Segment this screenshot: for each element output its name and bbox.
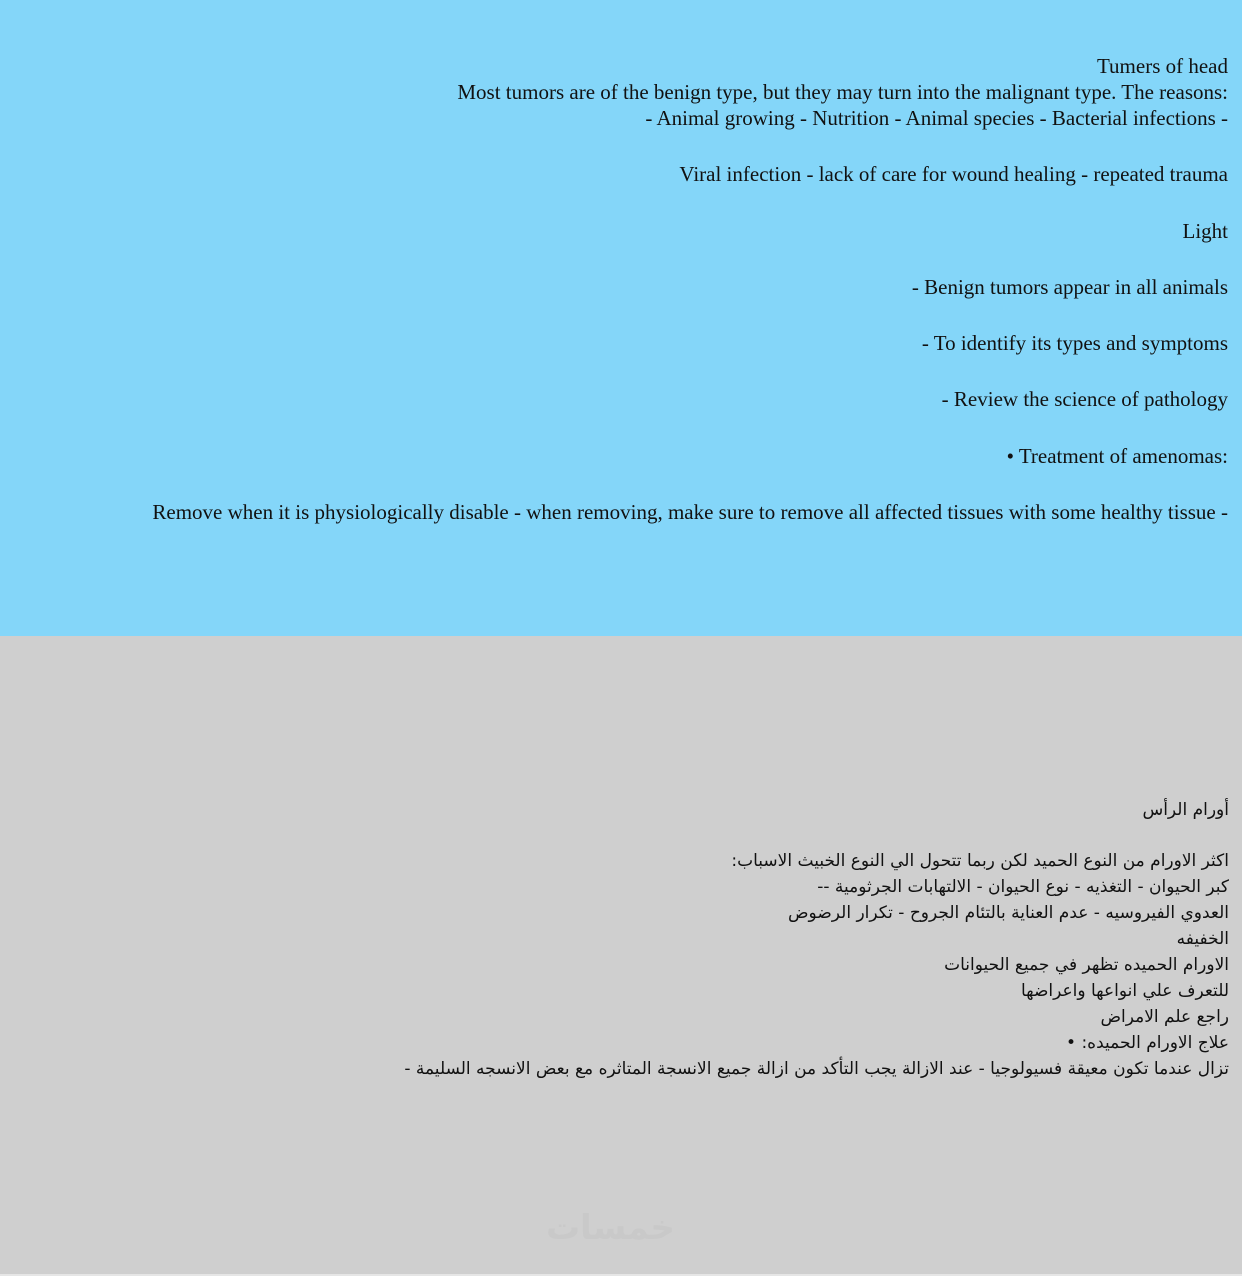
arabic-line-reasons-1: كبر الحيوان - التغذيه - نوع الحيوان - الالتهابات الجرثومية --	[817, 877, 1229, 897]
arabic-line-reasons-2: العدوي الفيروسيه - عدم العناية بالتئام الجروح - تكرار الرضوض	[788, 903, 1229, 923]
english-line-light: Light	[1182, 219, 1228, 243]
english-title: Tumers of head	[1096, 54, 1228, 78]
english-line-reasons-1: - Animal growing - Nutrition - Animal species - Bacterial infections -	[645, 106, 1228, 130]
arabic-line-treatment-detail: تزال عندما تكون معيقة فسيولوجيا - عند الازالة يجب التأكد من ازالة جميع الانسجة المتاثره مع بعض الانسجه السليمة -	[404, 1059, 1229, 1079]
english-line-treatment-detail: Remove when it is physiologically disable - when removing, make sure to remove all affected tissues with some healthy tissue -	[152, 500, 1228, 524]
arabic-title: أورام الرأس	[1142, 800, 1229, 820]
english-line-pathology: - Review the science of pathology	[941, 387, 1228, 411]
watermark-logo: خمسات	[546, 1208, 675, 1248]
english-panel	[0, 0, 1242, 636]
english-line-identify-types: - To identify its types and symptoms	[921, 331, 1228, 355]
arabic-line-all-animals: الاورام الحميده تظهر في جميع الحيوانات	[944, 955, 1229, 975]
arabic-line-identify-types: للتعرف علي انواعها واعراضها	[1020, 981, 1229, 1001]
arabic-line-benign-intro: اكثر الاورام من النوع الحميد لكن ربما تتحول الي النوع الخبيث الاسباب:	[731, 851, 1229, 871]
arabic-line-pathology: راجع علم الامراض	[1100, 1007, 1229, 1027]
english-line-treatment-heading: • Treatment of amenomas:	[1006, 444, 1228, 468]
english-line-all-animals: - Benign tumors appear in all animals	[911, 275, 1228, 299]
arabic-line-light: الخفيفه	[1176, 929, 1229, 949]
english-line-reasons-2: Viral infection - lack of care for wound healing - repeated trauma	[679, 162, 1228, 186]
english-line-benign-intro: Most tumors are of the benign type, but they may turn into the malignant type. The reasons:	[457, 80, 1228, 104]
arabic-line-treatment-heading: علاج الاورام الحميده: •	[1066, 1033, 1229, 1053]
